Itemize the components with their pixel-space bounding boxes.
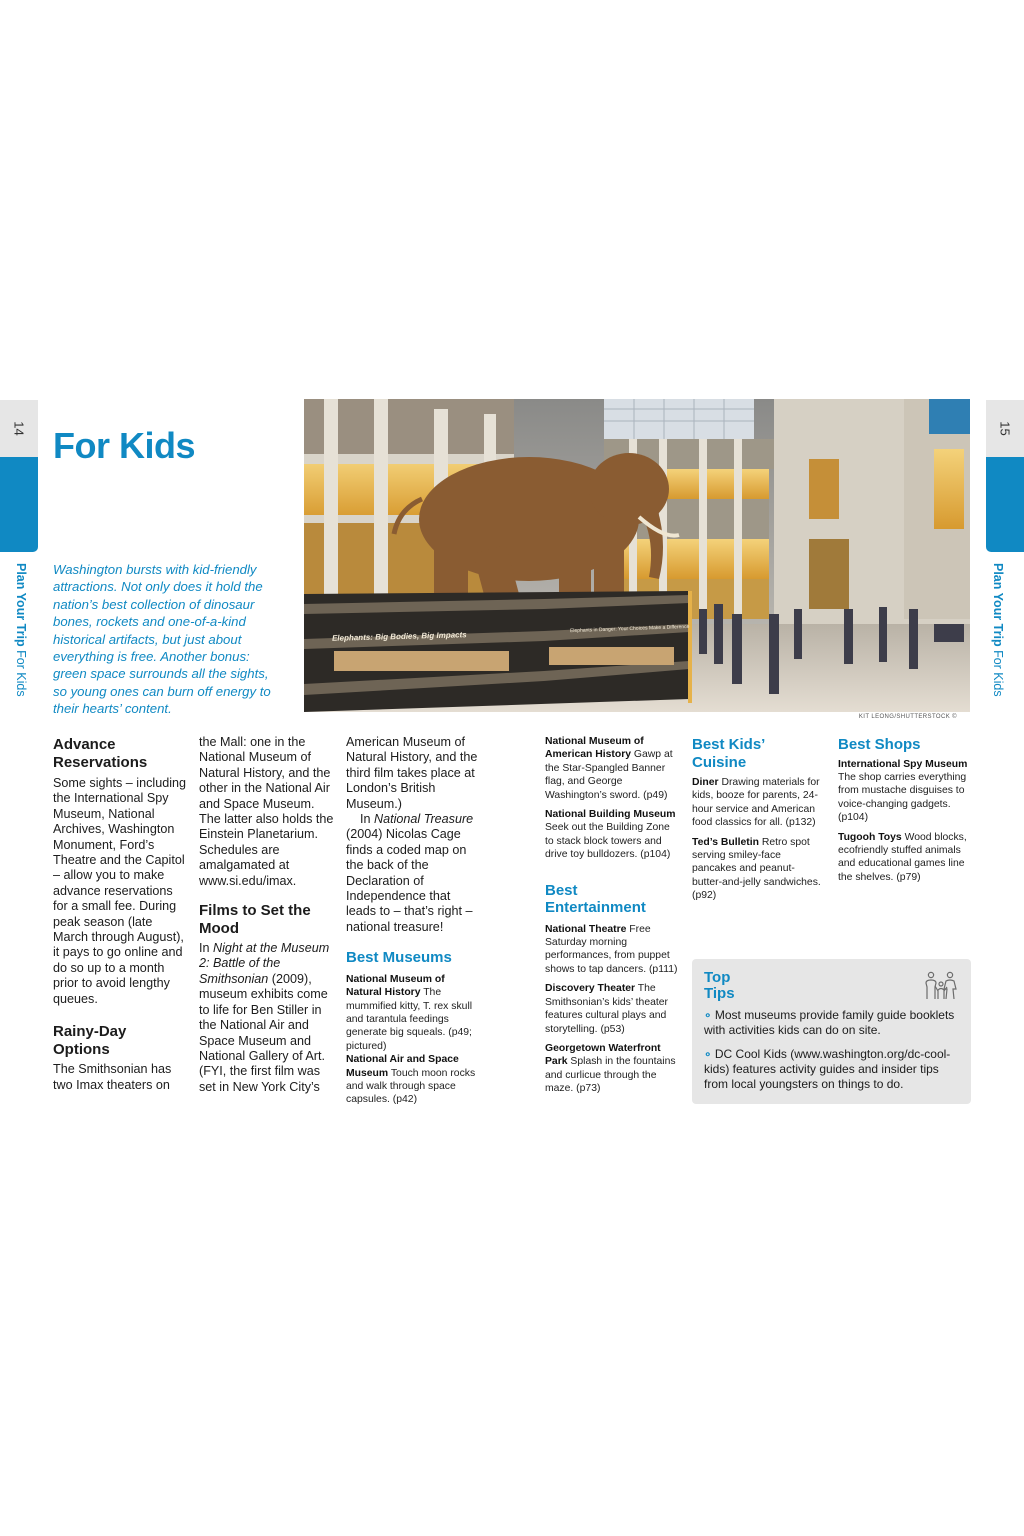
entry-spy-museum: International Spy Museum The shop carries everything from mustache disguises to voice-changing gadgets. (p104) xyxy=(838,758,968,824)
right-page-number: 15 xyxy=(997,421,1013,436)
entry-diner: Diner Drawing materials for kids, booze for parents, 24-hour service and American food classics for all. (p132) xyxy=(692,777,820,829)
entry-discovery-theater: Discovery Theater The Smithsonian’s kids’ theater features cultural plays and storytelling. (p53) xyxy=(545,983,669,1035)
heading-best-entertainment: Best Entertainment xyxy=(545,881,646,917)
top-tips-heading: Top Tips xyxy=(704,969,735,1002)
left-page-number: 14 xyxy=(11,421,27,436)
page-title: For Kids xyxy=(53,425,196,466)
tip-2: ∘ DC Cool Kids (www.washington.org/dc-cool-kids) features activity guides and insider tips from local youngsters on things to do. xyxy=(704,1047,951,1091)
family-icon xyxy=(924,971,958,1001)
british-museum-text: American Museum of Natural History, and the third film takes place at London’s British Museum.) xyxy=(346,735,478,811)
heading-films-to-set-the-mood: Films to Set the Mood xyxy=(199,902,311,937)
film-title-national-treasure: National Treasure xyxy=(374,812,474,827)
entry-air-and-space: National Air and Space Museum Touch moon rocks and walk through space capsules. (p42) xyxy=(346,1054,476,1106)
column-2 xyxy=(199,735,335,1095)
left-page-number-tab xyxy=(0,400,38,457)
right-chapter-tab xyxy=(986,457,1024,552)
exhibit-sign-2: Elephants in Danger: Your Choices Make a Difference xyxy=(569,623,690,635)
tip-1: ∘ Most museums provide family guide booklets with activities kids can do on site. xyxy=(704,1008,955,1037)
national-treasure-text: In National Treasure (2004) Nicolas Cage finds a coded map on the back of the Declaration of Independence that leads to – that’s right – national treasure! xyxy=(346,812,474,934)
entry-national-theatre: National Theatre Free Saturday morning performances, from puppet shows to tap dancers. (p111) xyxy=(545,923,678,975)
column-5 xyxy=(692,736,824,909)
left-chapter-tab xyxy=(0,457,38,552)
heading-best-museums: Best Museums xyxy=(346,949,452,967)
imax-text: the Mall: one in the National Museum of Natural History, and the other in the National Air and Space Museum. The latter also holds the Einstein Planetarium. Schedules are amalgamated at www.si.edu/imax. xyxy=(199,735,334,888)
films-text: In Night at the Museum 2: Battle of the Smithsonian (2009), museum exhibits come to life for Ben Stiller in the National Air and Space Museum and National Gallery of Art. (FYI, the first film was set in New York City’s xyxy=(199,941,330,1094)
photo-credit: KIT LEONG/SHUTTERSTOCK © xyxy=(858,714,957,720)
heading-best-shops: Best Shops xyxy=(838,736,921,753)
heading-best-kids-cuisine: Best Kids’ Cuisine xyxy=(692,736,765,771)
entry-natural-history: National Museum of Natural History The mummified kitty, T. rex skull and tarantula feedings generate big squeals. (p49; pictured) xyxy=(346,973,473,1052)
museum-photo xyxy=(304,399,970,712)
rainy-day-text: The Smithsonian has two Imax theaters on xyxy=(53,1062,172,1092)
entry-american-history: National Museum of American History Gawp at the Star-Spangled Banner flag, and George Washington’s sword. (p49) xyxy=(545,736,673,801)
column-6 xyxy=(838,736,972,890)
entry-teds-bulletin: Ted’s Bulletin Retro spot serving smiley-face pancakes and peanut-butter-and-jelly sandwiches. (p92) xyxy=(692,836,821,902)
heading-rainy-day-options: Rainy-Day Options xyxy=(53,1023,127,1058)
column-4 xyxy=(545,735,680,1102)
right-page-number-tab xyxy=(986,400,1024,457)
entry-georgetown-waterfront: Georgetown Waterfront Park Splash in the fountains and curlicue through the maze. (p73) xyxy=(545,1042,676,1095)
film-title-night-at-the-museum: Night at the Museum 2: Battle of the Smithsonian xyxy=(199,941,330,986)
top-tips-box xyxy=(692,959,971,1104)
entry-tugooh-toys: Tugooh Toys Wood blocks, ecofriendly stuffed animals and educational games line the shelves. (p79) xyxy=(838,831,967,883)
right-running-head: Plan Your Trip For Kids xyxy=(991,563,1005,697)
column-3 xyxy=(346,735,478,1107)
heading-advance-reservations: Advance Reservations xyxy=(53,736,148,771)
intro-text: Washington bursts with kid-friendly attractions. Not only does it hold the nation’s best collection of dinosaur bones, rockets and one-of-a-kind historical artifacts, but just about everything is free. Another bonus: green space surrounds all the sights, so young ones can burn off energy to their hearts’ content. xyxy=(53,562,271,717)
left-running-head: Plan Your Trip For Kids xyxy=(14,563,28,697)
column-1 xyxy=(53,736,187,1093)
entry-building-museum: National Building Museum Seek out the Building Zone to stack block towers and drive toy bulldozers. (p104) xyxy=(545,809,676,861)
exhibit-sign-1: Elephants: Big Bodies, Big Impacts xyxy=(331,630,467,643)
advance-reservations-text: Some sights – including the International Spy Museum, National Archives, Washington Monument, Ford’s Theatre and the Capitol – allow you to make advance reservations for a small fee. During peak season (late March through August), it pays to go online and do so up to a month prior to avoid lengthy queues. xyxy=(53,776,187,1006)
